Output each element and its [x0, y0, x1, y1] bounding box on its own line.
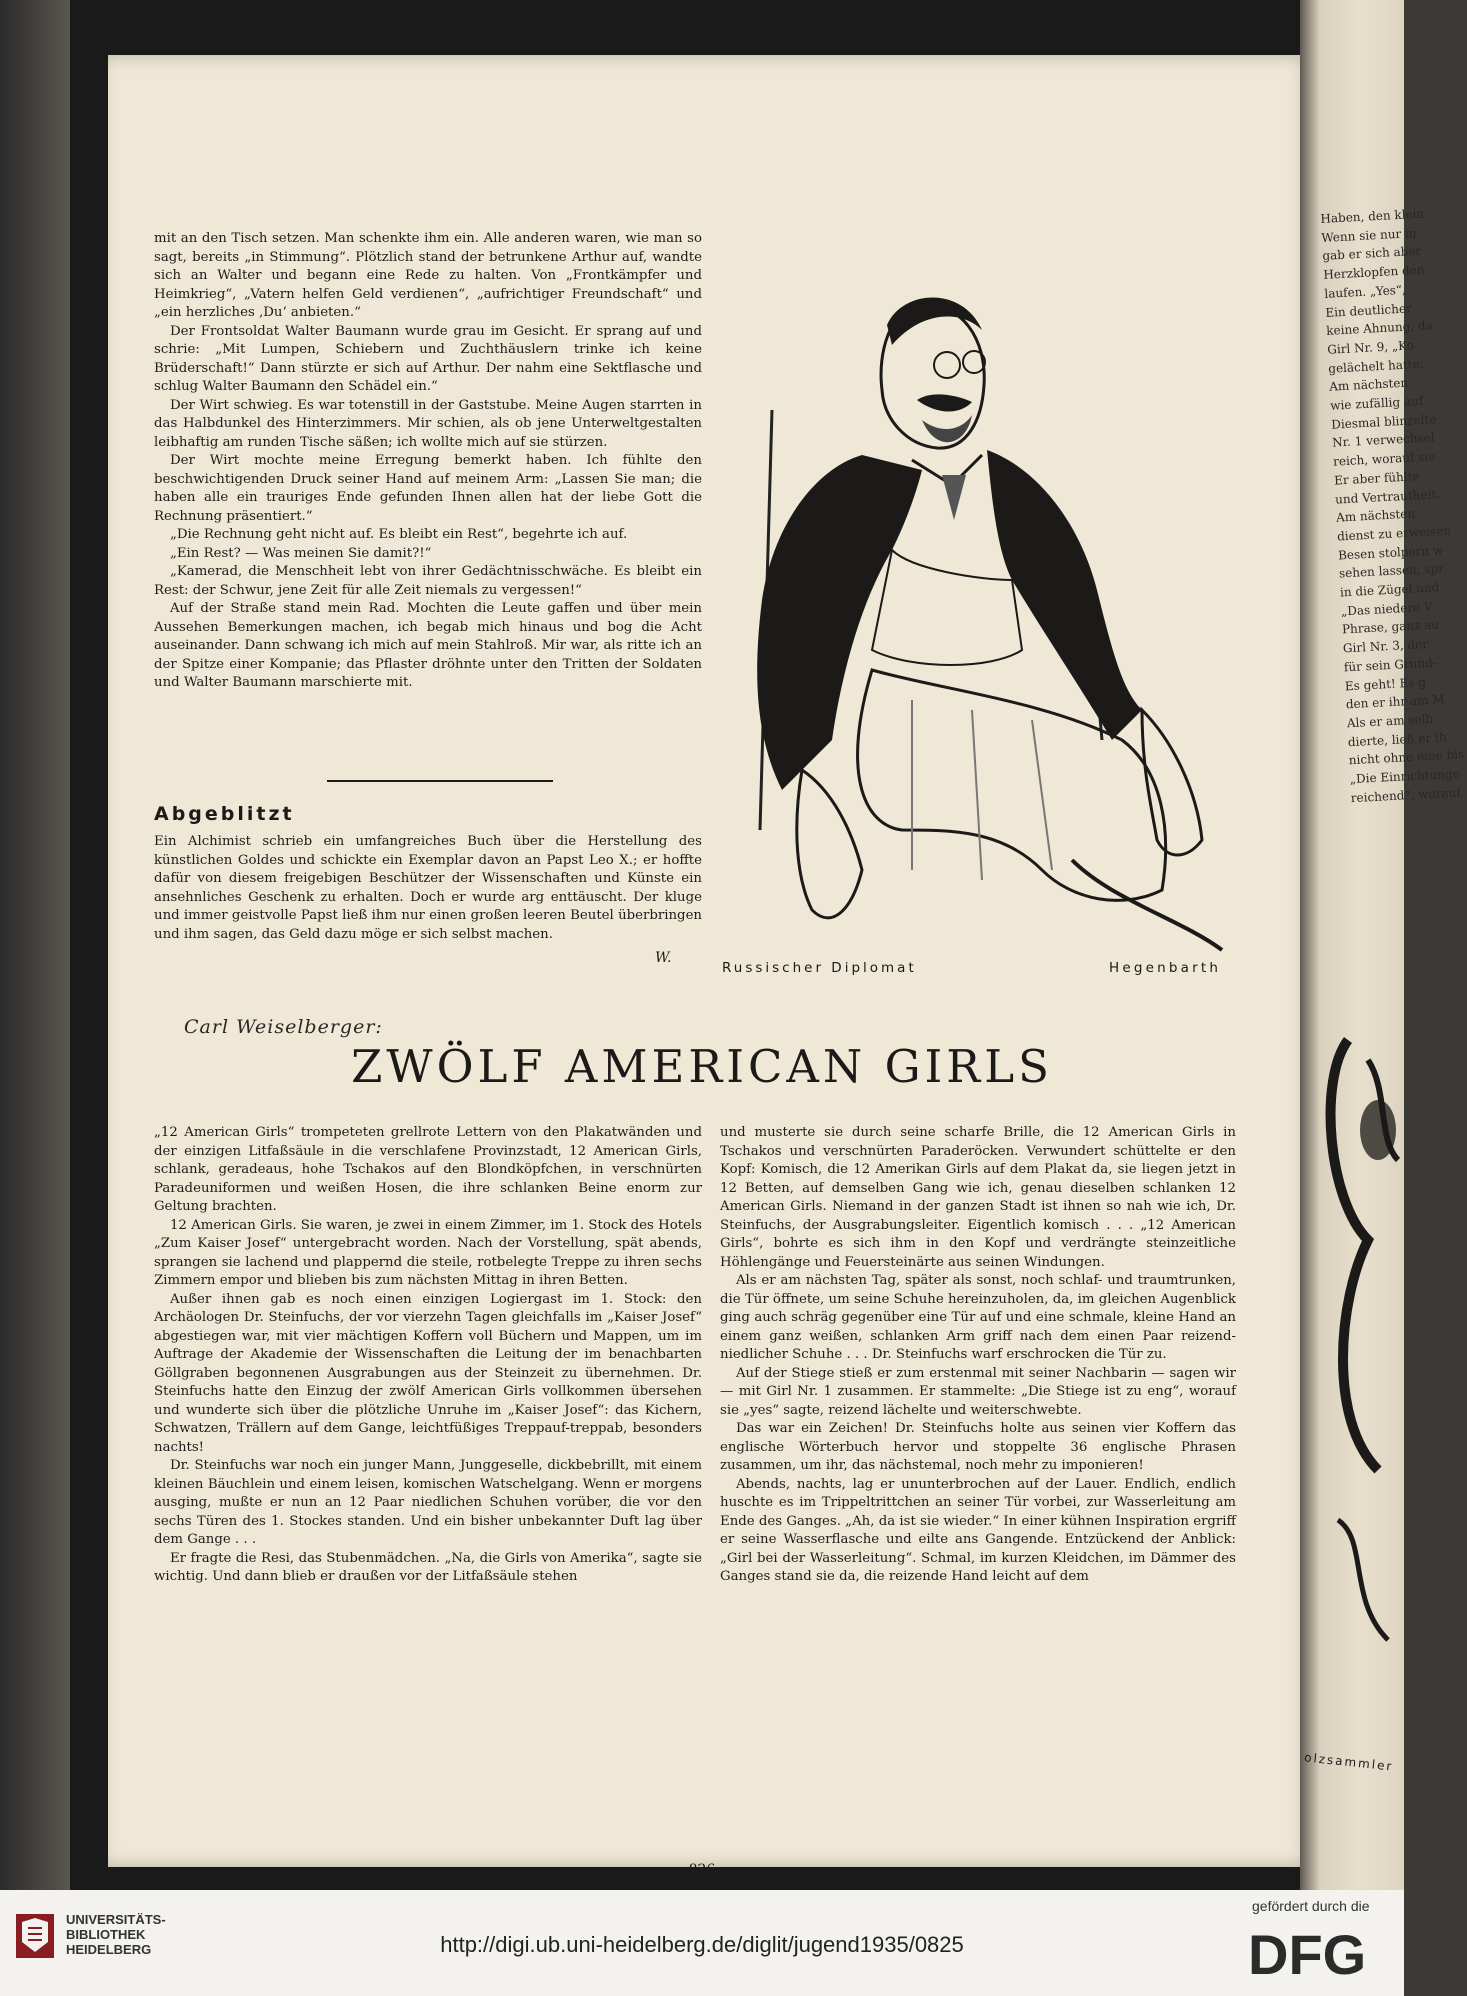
adjacent-page-line: Besen stolpern w [1337, 542, 1444, 563]
illustration-artist: Hegenbarth [1109, 960, 1222, 976]
paragraph: Das war ein Zeichen! Dr. Steinfuchs holte aus seinen vier Koffern das englische Wörterbuch hervor und stoppelte 36 englische Phrasen zusammen, um ihr, das nächstemal, noch mehr zu imponieren! [720, 1421, 1236, 1473]
paragraph: Auf der Straße stand mein Rad. Mochten die Leute gaffen und über mein Aussehen Bemerkungen machen, ich begab mich hinaus und bog die Acht auseinander. Dann schwang ich mich auf mein Stahlroß. Mir war, als ritte ich an der Spitze einer Kompanie; das Pflaster dröhnte unter den Tritten der Soldaten und Walter Baumann marschierte mit. [154, 601, 702, 690]
paragraph: Auf der Stiege stieß er zum erstenmal mit seiner Nachbarin — sagen wir — mit Girl Nr. 1 zusammen. Er stammelte: „Die Stiege ist zu eng“, worauf sie „yes“ sagte, reizend lächelte und weiterschwebte. [720, 1365, 1236, 1418]
paragraph: Dr. Steinfuchs war noch ein junger Mann, Junggeselle, dickbebrillt, mit einem kleinen Bäuchlein und einem leisen, komischen Watschelgang. Wenn er morgens ausging, mußte er nun an 12 Paar niedlichen Schuhen vorüber, die vor den sechs Türen des 1. Stockes standen. Und ein bisher unbekannter Duft lag über dem Gange . . . [154, 1458, 702, 1547]
section-divider [327, 780, 553, 782]
paragraph: „12 American Girls“ trompeteten grellrote Lettern von den Plakatwänden und der einzigen Litfaßsäule in die verschlafene Provinzstadt, 12 American Girls, schlank, geradeaus, hohe Tschakos auf den Blondköpfchen, in verschnürten Paradeuniformen und weißen Hosen, die ihre schlanken Beine enorm zur Geltung brachten. [154, 1125, 702, 1214]
paragraph: „Die Rechnung geht nicht auf. Es bleibt ein Rest“, begehrte ich auf. [169, 527, 628, 542]
adjacent-page-line: und Vertrautheit. [1334, 486, 1441, 507]
adjacent-page-line: wie zufällig auf [1329, 393, 1424, 413]
illustration-caption: Russischer Diplomat [722, 960, 917, 976]
anecdote-signature: W. [655, 950, 672, 966]
paragraph: mit an den Tisch setzen. Man schenkte ihm ein. Alle anderen waren, wie man so sagt, bereits „in Stimmung“. Plötzlich stand der betrunkene Arthur auf, wandte sich an Walter und begann eine Rede zu halten. Von „Frontkämpfer und Heimkrieg“, „Vatern helfen Geld verdienen“, „aufrichtiger Freundschaft“ und „ein herzliches ‚Du‘ anbieten.“ [154, 231, 702, 320]
adjacent-page-line: Phrase, ganz au [1341, 617, 1440, 637]
binding-shadow [0, 0, 70, 1890]
adjacent-page-line: Diesmal blinzelte [1330, 411, 1437, 432]
adjacent-page-line: Girl Nr. 9, „Ko [1326, 338, 1415, 357]
paragraph: Der Wirt mochte meine Erregung bemerkt haben. Ich fühlte den beschwichtigenden Druck seiner Hand auf meinem Arm: „Lassen Sie man; die haben alle ein trauriges Ende gefunden Ihnen allen hat der liebe Gott die Rechnung präsentiert.“ [154, 453, 702, 524]
adjacent-page-line: Er aber fühlte [1333, 469, 1420, 488]
diplomat-illustration [742, 270, 1232, 965]
adjacent-page-line: Girl Nr. 3, der [1342, 637, 1429, 656]
paragraph: Der Frontsoldat Walter Baumann wurde grau im Gesicht. Er sprang auf und schrie: „Mit Lumpen, Schiebern und Zuchthäuslern trinke ich keine Brüderschaft!“ Dann stürzte er sich auf Arthur. Der nahm eine Sektflasche und schlug Walter Baumann den Schädel ein.“ [154, 323, 702, 394]
source-url-link[interactable]: http://digi.ub.uni-heidelberg.de/diglit/jugend1935/0825 [440, 1932, 964, 1957]
adjacent-page-line: Wenn sie nur m [1321, 225, 1417, 245]
adjacent-page-line: laufen. „Yes“, [1324, 282, 1407, 301]
university-name: UNIVERSITÄTS- BIBLIOTHEK HEIDELBERG [66, 1912, 166, 1957]
adjacent-page-line: gelächelt hatte. [1327, 356, 1424, 376]
adjacent-page-line: für sein Grund- [1343, 655, 1438, 675]
paragraph: „Kamerad, die Menschheit lebt von ihrer Gedächtnisschwäche. Es bleibt ein Rest: der Schwur, jene Zeit für alle Zeit niemals zu vergessen!“ [154, 564, 702, 598]
adjacent-page-line: Als er am selb [1346, 711, 1434, 731]
anecdote-heading: Abgeblitzt [154, 803, 295, 825]
adjacent-page-line: „Die Einrichtunge [1349, 766, 1461, 787]
adjacent-page-line: dierte, ließ er ih [1347, 729, 1447, 749]
adjacent-page-line: sehen lassen, spr [1338, 561, 1445, 581]
dfg-logo-text: DFG [1248, 1923, 1367, 1986]
adjacent-page-line: reich, worauf sie [1332, 449, 1436, 469]
paragraph: Er fragte die Resi, das Stubenmädchen. „Na, die Girls von Amerika“, sagte sie wichtig. Und dann blieb er draußen vor der Litfaßsäule stehen [154, 1550, 702, 1584]
adjacent-page-line: nicht ohne eine bis [1348, 747, 1465, 768]
article-author: Carl Weiselberger: [184, 1016, 383, 1038]
adjacent-page-edge [1300, 0, 1465, 1890]
adjacent-page-line: gab er sich aber [1322, 244, 1422, 264]
paragraph: 12 American Girls. Sie waren, je zwei in einem Zimmer, im 1. Stock des Hotels „Zum Kaiser Josef“ untergebracht worden. Nach der Vorstellung, spät abends, sprangen sie lachend und plappernd die steile, rotbelegte Treppe zu ihren sechs Zimmern empor und blieben bis zum nächsten Mittag in ihren Betten. [154, 1217, 702, 1288]
paragraph: „Ein Rest? — Was meinen Sie damit?!“ [169, 545, 432, 561]
adjacent-page-line: Haben, den klein [1320, 206, 1425, 226]
paragraph: Außer ihnen gab es noch einen einzigen Logiergast im 1. Stock: den Archäologen Dr. Steinfuchs, der vor vierzehn Tagen gleichfalls im „Kaiser Josef“ abgestiegen war, mit vier mächtigen Koffern voll Büchern und Mappen, um im Auftrage der Akademie der Wissenschaften die Leitung der im benachbarten Göllgraben begonnenen Ausgrabungen aus der Steinzeit zu übernehmen. Dr. Steinfuchs hatte den Einzug der zwölf American Girls vollkommen übersehen und wunderte sich über die plötzliche Unruhe im „Kaiser Josef“: das Kichern, Schwatzen, Trällern auf dem Gange, leichtfüßiges Treppauf-treppab, besonders nachts! [154, 1291, 702, 1455]
paragraph: Der Wirt schwieg. Es war totenstill in der Gaststube. Meine Augen starrten in das Halbdunkel des Hinterzimmers. Mir schien, als ob jene Unterweltgestalten leibhaftig am runden Tische säßen; ich wollte mich auf sie stürzen. [154, 397, 702, 450]
adjacent-page-line: dienst zu erweisen [1336, 523, 1452, 544]
article-title: ZWÖLF AMERICAN GIRLS [351, 1040, 1053, 1093]
adjacent-page-text [1320, 204, 1467, 808]
adjacent-page-line: „Das niedere V [1340, 599, 1434, 619]
adjacent-page-line: Es geht! Es g [1344, 674, 1427, 693]
funding-label: gefördert durch die [1252, 1898, 1370, 1914]
previous-article-column [154, 230, 702, 693]
viewer-footer [0, 1890, 1404, 1996]
dfg-logo [1248, 1923, 1398, 1986]
adjacent-page-line: keine Ahnung, da [1325, 318, 1434, 339]
anecdote-text: Ein Alchimist schrieb ein umfangreiches Buch über die Herstellung des künstlichen Goldes und schickte ein Exemplar davon an Papst Leo X.; er hoffte dafür von diesem freigebigen Beschützer der Wissenschaften und Künste ein ansehnliches Geschenk zu erhalten. Doch er wurde arg enttäuscht. Der kluge und immer geistvolle Papst ließ ihm nur einen großen leeren Beutel überbringen und ihm sagen, das Geld dazu möge er sich selbst machen. [154, 834, 702, 942]
adjacent-page-caption: olzsammler [1303, 1750, 1395, 1774]
adjacent-page-line: Herzklopfen den [1323, 262, 1425, 283]
article-right-column [720, 1124, 1236, 1587]
adjacent-page-line: Am nächsten [1335, 506, 1416, 525]
adjacent-page-line: in die Zügel und [1339, 580, 1440, 600]
adjacent-page-illustration [1308, 1000, 1404, 1700]
adjacent-page-line: den er ihr am M [1345, 692, 1445, 712]
anecdote-column [154, 833, 702, 944]
paragraph: Abends, nachts, lag er ununterbrochen auf der Lauer. Endlich, endlich huschte es im Trippeltrittchen an seiner Tür vorbei, zur Wasserleitung am Ende des Ganges. „Ah, da ist sie wieder.“ In einer kühnen Inspiration ergriff er seine Wasserflasche und eilte ans Gangende. Entzückend der Anblick: „Girl bei der Wasserleitung“. Schmal, im kurzen Kleidchen, im Dämmer des Ganges stand sie da, die reizende Hand leicht auf dem [720, 1476, 1236, 1584]
adjacent-page-line: Am nächsten [1328, 375, 1409, 395]
page-number: 826 [688, 1862, 716, 1878]
article-left-column [154, 1124, 702, 1587]
paragraph: und musterte sie durch seine scharfe Brille, die 12 American Girls in Tschakos und verschnürten Paraderöcken. Verwundert schüttelte er den Kopf: Komisch, die 12 Amerikan Girls auf dem Plakat da, sie liegen jetzt in 12 Betten, auf demselben Gang wie ich, genau dieselben schlanken 12 American Girls. Niemand in der ganzen Stadt ist ihnen so nah wie ich, Dr. Steinfuchs, der Ausgrabungsleiter. Eigentlich komisch . . . „12 American Girls“, bohrte es sich ihm in den Kopf und verdrängte steinzeitliche Höhlengänge und Feuersteinärte aus seinen Windungen. [720, 1125, 1236, 1270]
adjacent-page-line: Ein deutlicher [1324, 300, 1413, 320]
adjacent-page-line: Nr. 1 verwechsel [1331, 430, 1435, 451]
paragraph: Als er am nächsten Tag, später als sonst, noch schlaf- und traumtrunken, die Tür öffnete, um seine Schuhe hereinzuholen, da, im gleichen Augenblick ging auch schräg gegenüber eine Tür auf und eine schmale, kleine Hand an einem ganz weißen, schlanken Arm griff nach dem einen Paar reizend-niedlicher Schuhe . . . Dr. Steinfuchs warf erschrocken die Tür zu. [720, 1273, 1236, 1362]
adjacent-page-line: reichend“, worauf [1350, 785, 1461, 805]
